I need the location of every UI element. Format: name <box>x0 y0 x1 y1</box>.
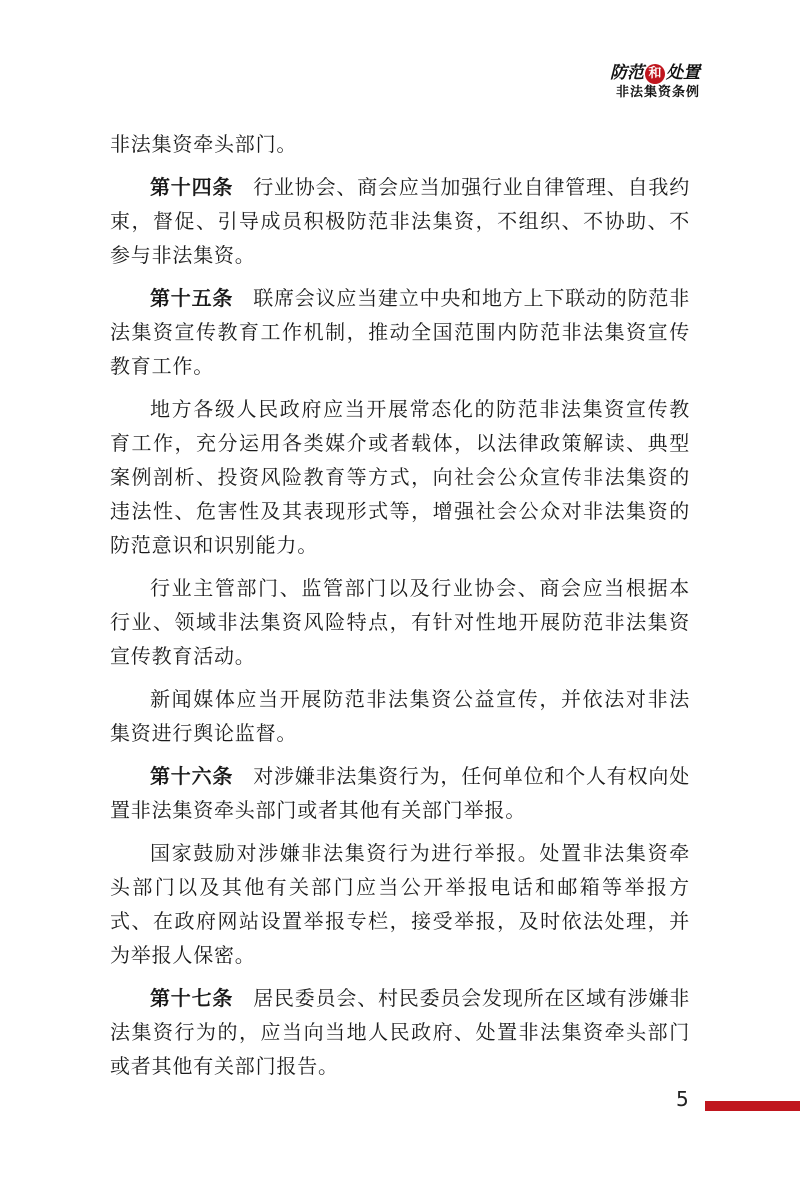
article-label: 第十六条 <box>150 764 234 788</box>
paragraph-text: 行业协会、商会应当加强行业自律管理、自我约束，督促、引导成员积极防范非法集资，不组织、不协助、不参与非法集资。 <box>110 175 691 267</box>
paragraph <box>110 981 690 1083</box>
paragraph-text: 新闻媒体应当开展防范非法集资公益宣传，并依法对非法集资进行舆论监督。 <box>110 687 690 745</box>
logo-title <box>590 63 700 84</box>
paragraph-text: 行业主管部门、监管部门以及行业协会、商会应当根据本行业、领域非法集资风险特点，有针对性地开展防范非法集资宣传教育活动。 <box>110 576 690 668</box>
paragraph <box>110 759 690 827</box>
paragraph-text: 对涉嫌非法集资行为，任何单位和个人有权向处置非法集资牵头部门或者其他有关部门举报。 <box>110 764 691 822</box>
paragraph <box>110 127 690 161</box>
paragraph-text: 国家鼓励对涉嫌非法集资行为进行举报。处置非法集资牵头部门以及其他有关部门应当公开举报电话和邮箱等举报方式、在政府网站设置举报专栏，接受举报，及时依法处理，并为举报人保密。 <box>110 841 690 967</box>
paragraph <box>110 682 690 750</box>
logo-title-part1: 防范 <box>610 63 644 83</box>
footer-red-bar <box>705 1101 800 1111</box>
paragraph-text: 居民委员会、村民委员会发现所在区域有涉嫌非法集资行为的，应当向当地人民政府、处置非法集资牵头部门或者其他有关部门报告。 <box>110 986 691 1078</box>
logo-title-part2: 处置 <box>666 63 700 83</box>
article-label: 第十七条 <box>150 986 234 1010</box>
paragraph <box>110 571 690 673</box>
header-logo <box>590 63 700 102</box>
paragraph-text: 非法集资牵头部门。 <box>110 132 298 156</box>
logo-he-circle: 和 <box>645 64 665 84</box>
paragraph <box>110 170 690 272</box>
document-body <box>110 127 690 1092</box>
paragraph <box>110 836 690 972</box>
paragraph-text: 地方各级人民政府应当开展常态化的防范非法集资宣传教育工作，充分运用各类媒介或者载体，以法律政策解读、典型案例剖析、投资风险教育等方式，向社会公众宣传非法集资的违法性、危害性及其表现形式等，增强社会公众对非法集资的防范意识和识别能力。 <box>110 397 690 557</box>
article-label: 第十五条 <box>150 286 234 310</box>
paragraph <box>110 392 690 562</box>
logo-subtitle: 非法集资条例 <box>615 85 700 100</box>
paragraph-text: 联席会议应当建立中央和地方上下联动的防范非法集资宣传教育工作机制，推动全国范围内防范非法集资宣传教育工作。 <box>110 286 691 378</box>
page-number: 5 <box>676 1087 689 1111</box>
article-label: 第十四条 <box>150 175 234 199</box>
paragraph <box>110 281 690 383</box>
